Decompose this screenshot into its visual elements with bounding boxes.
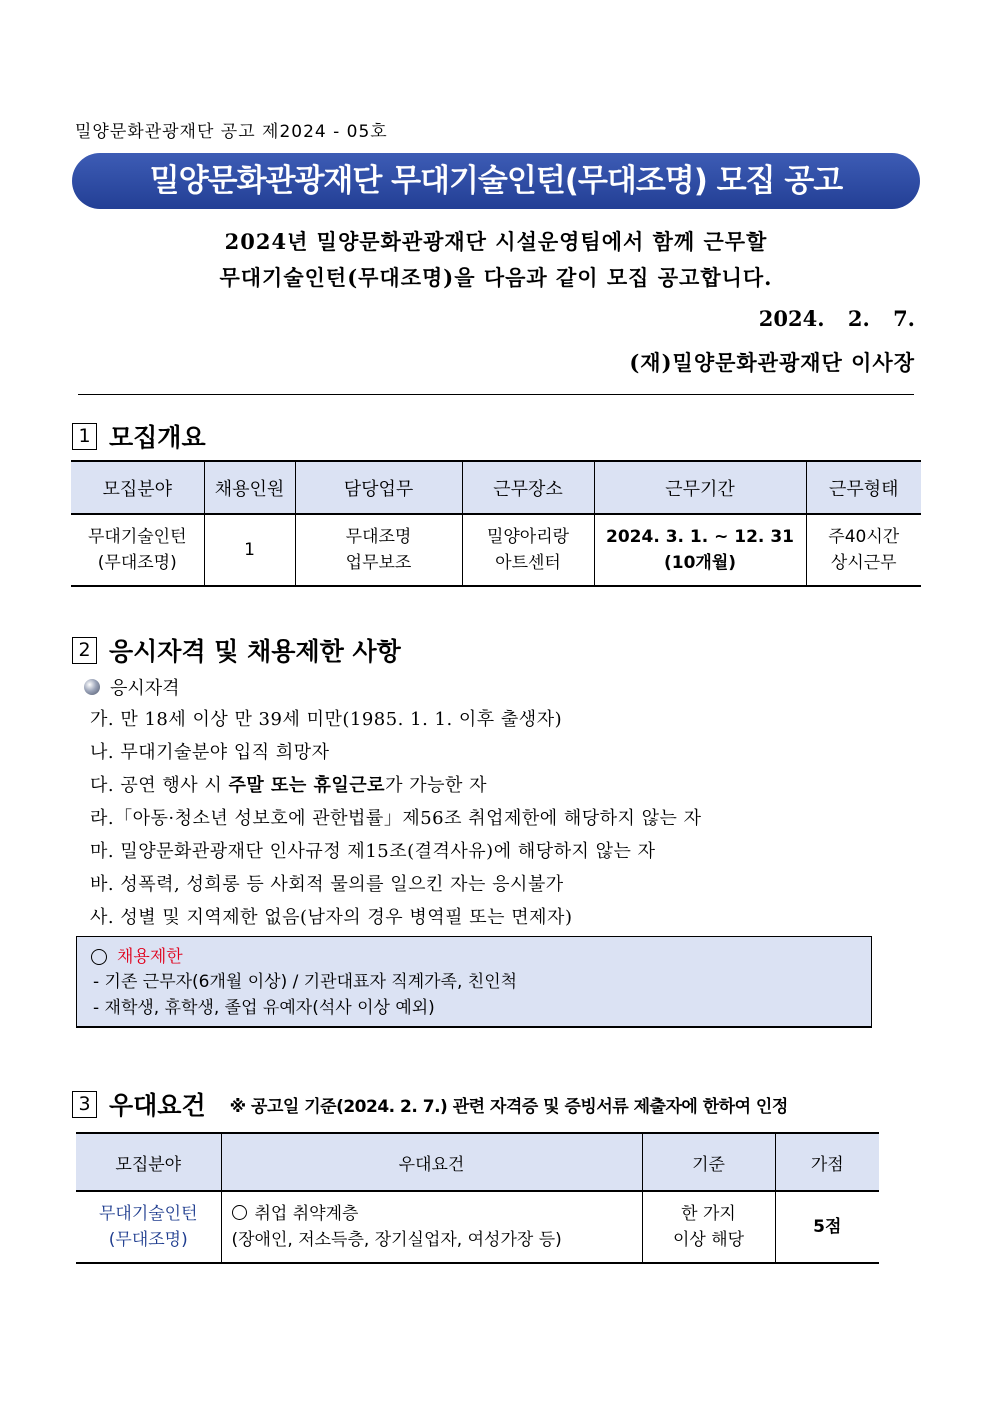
qualification-label: 응시자격 <box>110 678 180 699</box>
table-row <box>71 514 921 586</box>
qualification-bullet <box>84 674 180 700</box>
qualification-item: 다. 공연 행사 시 주말 또는 휴일근로가 가능한 자 <box>90 775 487 796</box>
restriction-line: - 기존 근무자(6개월 이상) / 기관대표자 직계가족, 친인척 <box>93 972 518 992</box>
intro-line-1: 2024년 밀양문화관광재단 시설운영팀에서 함께 근무할 <box>224 229 768 254</box>
qualification-item: 가. 만 18세 이상 만 39세 미만(1985. 1. 1. 이후 출생자) <box>90 709 563 730</box>
table-header-row <box>76 1133 879 1191</box>
section-1-heading <box>72 418 206 454</box>
cell-field: 무대기술인턴 (무대조명) <box>71 514 204 586</box>
divider <box>78 394 914 395</box>
section-1-number: 1 <box>72 423 97 450</box>
section-3-note: ※ 공고일 기준(2024. 2. 7.) 관련 자격증 및 증빙서류 제출자에 한하여 인정 <box>229 1096 788 1117</box>
cell-duty: 무대조명 업무보조 <box>295 514 462 586</box>
header-work-type: 근무형태 <box>806 461 921 514</box>
table-header-row <box>71 461 921 514</box>
header-field: 모집분야 <box>71 461 204 514</box>
section-3-number: 3 <box>72 1091 97 1118</box>
cell-requirement: 취업 취약계층 (장애인, 저소득층, 장기실업자, 여성가장 등) <box>221 1191 642 1263</box>
circle-icon <box>232 1205 247 1220</box>
qualification-item: 나. 무대기술분야 입직 희망자 <box>90 742 330 763</box>
section-3-title: 우대요건 <box>109 1091 206 1120</box>
cell-criteria: 한 가지 이상 해당 <box>642 1191 775 1263</box>
qualification-item: 바. 성폭력, 성희롱 등 사회적 물의를 일으킨 자는 응시불가 <box>90 874 564 895</box>
table-row <box>76 1191 879 1263</box>
intro-line-2: 무대기술인턴(무대조명)을 다음과 같이 모집 공고합니다. <box>219 265 773 290</box>
restriction-line: - 재학생, 휴학생, 졸업 유예자(석사 이상 예외) <box>93 998 435 1018</box>
qualification-item: 마. 밀양문화관광재단 인사규정 제15조(결격사유)에 해당하지 않는 자 <box>90 841 656 862</box>
cell-work-type: 주40시간 상시근무 <box>806 514 921 586</box>
section-3-heading <box>72 1086 788 1122</box>
header-place: 근무장소 <box>462 461 594 514</box>
section-2-title: 응시자격 및 채용제한 사항 <box>109 637 401 666</box>
recruitment-overview-table <box>71 460 921 587</box>
qualification-item: 라.「아동·청소년 성보호에 관한법률」제56조 취업제한에 해당하지 않는 자 <box>90 808 702 829</box>
signer: (재)밀양문화관광재단 이사장 <box>629 350 915 375</box>
announcement-date: 2024. 2. 7. <box>758 306 915 331</box>
restriction-title: 채용제한 <box>117 947 183 967</box>
notice-number: 밀양문화관광재단 공고 제2024 - 05호 <box>75 122 388 142</box>
header-period: 근무기간 <box>594 461 806 514</box>
section-2-heading <box>72 632 401 668</box>
qualification-item: 사. 성별 및 지역제한 없음(남자의 경우 병역필 또는 면제자) <box>90 907 573 928</box>
preference-table <box>76 1132 879 1264</box>
bullet-ball-icon <box>84 679 100 695</box>
header-field: 모집분야 <box>76 1133 221 1191</box>
header-criteria: 기준 <box>642 1133 775 1191</box>
cell-points: 5점 <box>775 1191 879 1263</box>
header-requirement: 우대요건 <box>221 1133 642 1191</box>
cell-field: 무대기술인턴 (무대조명) <box>76 1191 221 1263</box>
restriction-box <box>76 936 872 1028</box>
cell-period: 2024. 3. 1. ~ 12. 31 (10개월) <box>594 514 806 586</box>
section-1-title: 모집개요 <box>109 423 206 452</box>
cell-headcount: 1 <box>204 514 295 586</box>
cell-place: 밀양아리랑 아트센터 <box>462 514 594 586</box>
banner-title: 밀양문화관광재단 무대기술인턴(무대조명) 모집 공고 <box>72 153 920 209</box>
header-points: 가점 <box>775 1133 879 1191</box>
restriction-heading <box>91 945 857 969</box>
header-duty: 담당업무 <box>295 461 462 514</box>
section-2-number: 2 <box>72 637 97 664</box>
header-headcount: 채용인원 <box>204 461 295 514</box>
circle-icon <box>91 949 107 965</box>
